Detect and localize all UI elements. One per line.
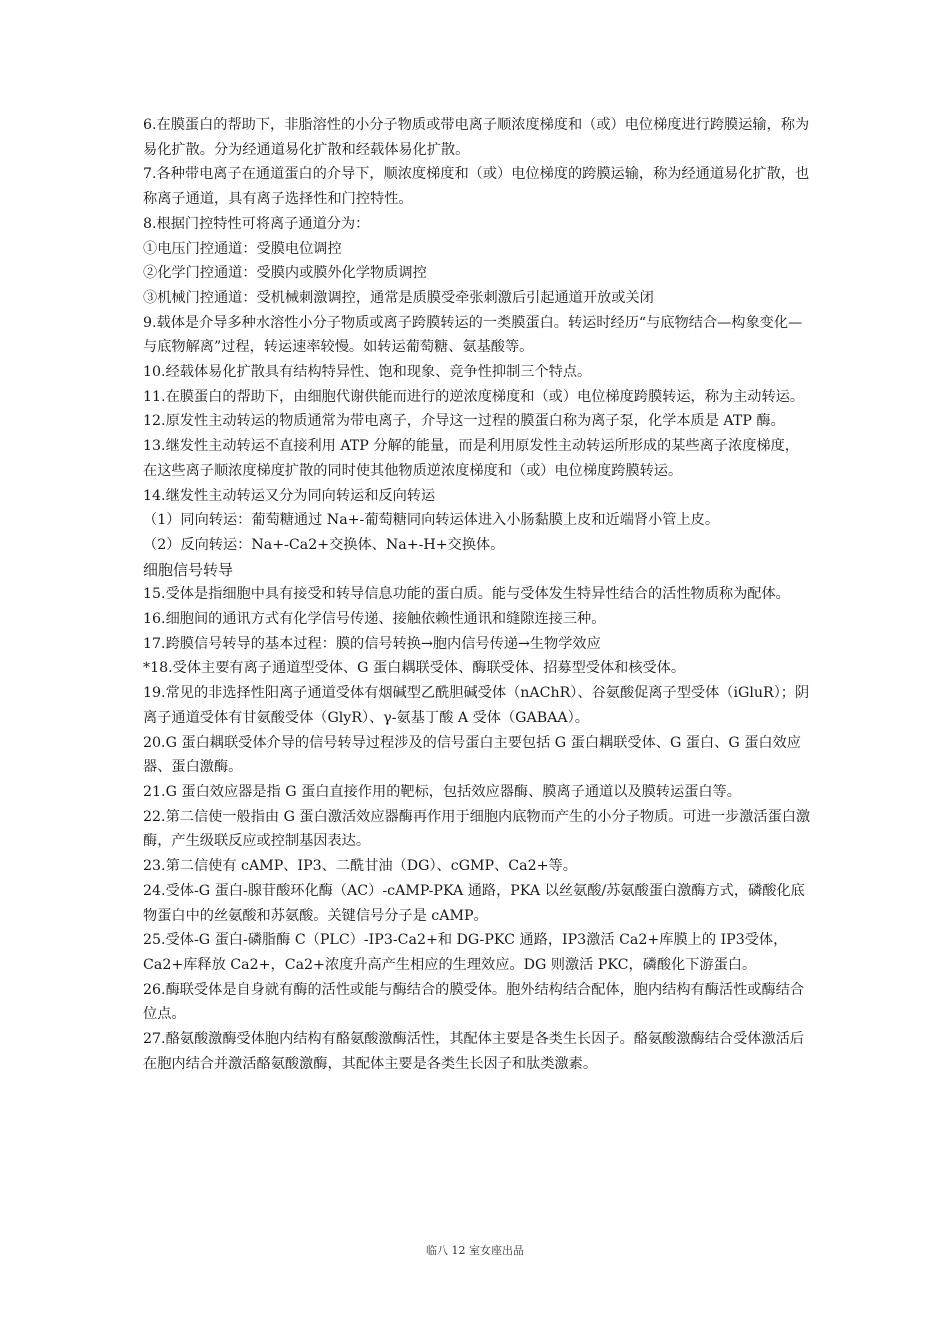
paragraph-19: 19.常见的非选择性阳离子通道受体有烟碱型乙酰胆碱受体（nAChR）、谷氨酸促离子型受体（iGluR）；阴离子通道受体有甘氨酸受体（GlyR）、γ-氨基丁酸 A 受体（GABAA）。: [143, 685, 810, 726]
list-item-voltage-gated: ①电压门控通道：受膜电位调控: [143, 240, 342, 257]
paragraph-7: 7.各种带电离子在通道蛋白的介导下，顺浓度梯度和（或）电位梯度的跨膜运输，称为经通道易化扩散，也称离子通道，具有离子选择性和门控特性。: [143, 166, 810, 208]
paragraph-16: 16.细胞间的通讯方式有化学信号传递、接触依赖性通讯和缝隙连接三种。: [143, 611, 606, 628]
paragraph-10: 10.经载体易化扩散具有结构特异性、饱和现象、竞争性抑制三个特点。: [143, 364, 592, 381]
paragraph-27: 27.酪氨酸激酶受体胞内结构有酪氨酸激酶活性，其配体主要是各类生长因子。酪氨酸激酶结合受体激活后在胞内结合并激活酪氨酸激酶，其配体主要是各类生长因子和肽类激素。: [143, 1031, 805, 1072]
paragraph-17: 17.跨膜信号转导的基本过程：膜的信号转换→胞内信号传递→生物学效应: [143, 635, 601, 652]
paragraph-15: 15.受体是指细胞中具有接受和转导信息功能的蛋白质。能与受体发生特异性结合的活性物质称为配体。: [143, 586, 790, 603]
paragraph-12: 12.原发性主动转运的物质通常为带电离子，介导这一过程的膜蛋白称为离子泵，化学本质是 ATP 酶。: [143, 413, 785, 430]
list-item-symport: （1）同向转运：葡萄糖通过 Na+-葡萄糖同向转运体进入小肠黏膜上皮和近端肾小管上皮。: [143, 512, 720, 529]
page-footer: 临八 12 室女座出品: [426, 1244, 524, 1257]
list-item-ligand-gated: ②化学门控通道：受膜内或膜外化学物质调控: [143, 265, 427, 282]
paragraph-13: 13.继发性主动转运不直接利用 ATP 分解的能量，而是利用原发性主动转运所形成的某些离子浓度梯度，在这些离子顺浓度梯度扩散的同时使其他物质逆浓度梯度和（或）电位梯度跨膜转运。: [143, 438, 799, 479]
paragraph-6: 6.在膜蛋白的帮助下，非脂溶性的小分子物质或带电离子顺浓度梯度和（或）电位梯度进行跨膜运输，称为易化扩散。分为经通道易化扩散和经载体易化扩散。: [143, 117, 810, 158]
list-item-mechanically-gated: ③机械门控通道：受机械刺激调控，通常是质膜受牵张刺激后引起通道开放或关闭: [143, 289, 654, 306]
section-heading: 细胞信号转导: [143, 560, 234, 579]
paragraph-21: 21.G 蛋白效应器是指 G 蛋白直接作用的靶标，包括效应器酶、膜离子通道以及膜转运蛋白等。: [143, 783, 741, 800]
paragraph-9: 9.载体是介导多种水溶性小分子物质或离子跨膜转运的一类膜蛋白。转运时经历“与底物结合—构象变化—与底物解离”过程，转运速率较慢。如转运葡萄糖、氨基酸等。: [143, 314, 803, 356]
paragraph-18: *18.受体主要有离子通道型受体、G 蛋白耦联受体、酶联受体、招募型受体和核受体。: [143, 660, 686, 677]
paragraph-11: 11.在膜蛋白的帮助下，由细胞代谢供能而进行的逆浓度梯度和（或）电位梯度跨膜转运，称为主动转运。: [143, 388, 805, 405]
paragraph-24: 24.受体-G 蛋白-腺苷酸环化酶（AC）-cAMP-PKA 通路，PKA 以丝氨酸/苏氨酸蛋白激酶方式，磷酸化底物蛋白中的丝氨酸和苏氨酸。关键信号分子是 cAMP。: [143, 882, 805, 924]
paragraph-20: 20.G 蛋白耦联受体介导的信号转导过程涉及的信号蛋白主要包括 G 蛋白耦联受体、G 蛋白、G 蛋白效应器、蛋白激酶。: [143, 734, 801, 776]
paragraph-22: 22.第二信使一般指由 G 蛋白激活效应器酶再作用于细胞内底物而产生的小分子物质。可进一步激活蛋白激酶，产生级联反应或控制基因表达。: [143, 808, 811, 850]
paragraph-25: 25.受体-G 蛋白-磷脂酶 C（PLC）-IP3-Ca2+和 DG-PKC 通路，IP3激活 Ca2+库膜上的 IP3受体，Ca2+库释放 Ca2+，Ca2+浓度升高产生相应的生理效应。DG 则激活 PKC，磷酸化下游蛋白。: [143, 932, 788, 973]
paragraph-14: 14.继发性主动转运又分为同向转运和反向转运: [143, 487, 436, 504]
paragraph-23: 23.第二信使有 cAMP、IP3、二酰甘油（DG）、cGMP、Ca2+等。: [143, 858, 577, 875]
list-item-antiport: （2）反向转运：Na+-Ca2+交换体、Na+-H+交换体。: [143, 536, 505, 553]
paragraph-26: 26.酶联受体是自身就有酶的活性或能与酶结合的膜受体。胞外结构结合配体，胞内结构有酶活性或酶结合位点。: [143, 981, 805, 1023]
document-body: [143, 113, 813, 1076]
paragraph-8: 8.根据门控特性可将离子通道分为：: [143, 215, 370, 232]
